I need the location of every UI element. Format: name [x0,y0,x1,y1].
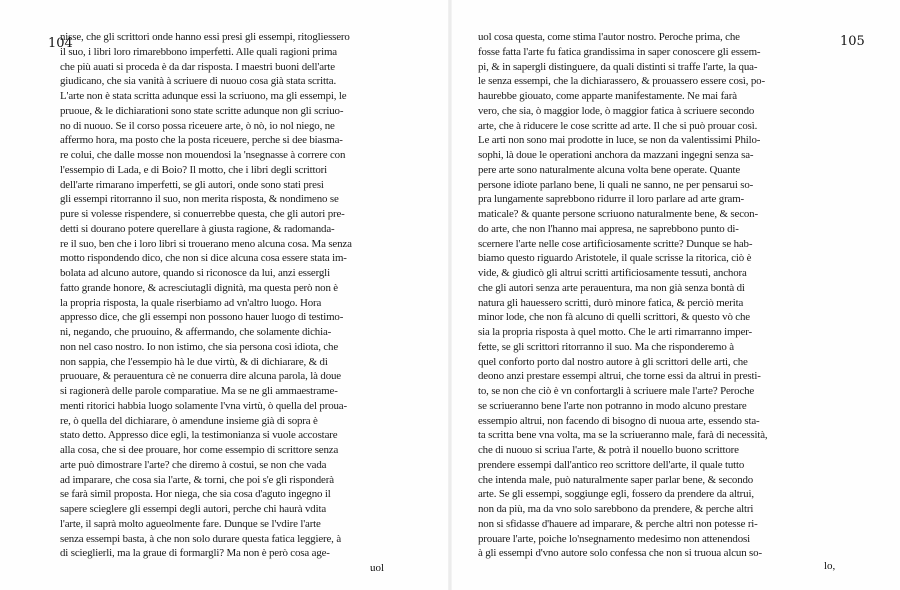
text-line: motto rispondendo dico, che non si dice alcuna cosa essere stata im- [60,252,347,265]
text-line: haurebbe giouato, come apparte manifestamente. Ne mai farà [478,90,737,102]
text-line: à gli essempi d'vno autore solo confessa che non si truoua alcun so- [478,547,762,560]
text-line: se scriueranno bene l'arte non potranno in modo alcuno prestare [478,399,747,412]
text-line: fatto grande honore, & acresciutagli dignità, ma questa però non è [60,281,338,294]
left-page-text [60,30,438,561]
book-gutter [448,0,452,590]
text-line: do arte, che non l'hanno mai appresa, ne saprebbono punto di- [478,222,739,235]
text-line: sapere scieglere gli essempi degli autori, perche chi haurà vdita [60,503,327,515]
text-line: pi, & in sapergli distinguere, da quali distinti si traffe l'arte, la qua- [478,60,758,73]
text-line: vide, & giudicò gli altrui scritti artificiosamente tessuti, anchora [478,267,747,279]
text-line: appresso dice, che gli essempi non possono hauer luogo di testimo- [60,311,344,324]
text-line: pra lungamente saprebbono ridurre il loro parlare ad arte gram- [478,193,745,206]
text-line: le senza essempi, che la dichiarassero, & prouassero essere così, po- [478,75,765,88]
text-line: L'arte non è stata scritta adunque essi la scriuono, ma gli essempi, le [60,90,347,102]
left-page-number: 104 [48,36,73,51]
text-line: giudicano, che sia vanità à scriuere di nuouo cosa già stata scritta. [60,75,337,88]
text-line: l'essempio di Lada, e di Boio? Il motto, che i libri degli scrittori [60,163,327,176]
text-line: non si sfidasse d'hauere ad imparare, & perche altri non potesse ri- [478,517,758,530]
text-line: uol cosa questa, come stima l'autor nostro. Peroche prima, che [478,31,740,43]
text-line: persone idiote parlano bene, li quali ne sanno, ne per pensarui so- [478,178,754,191]
right-page [478,30,856,580]
text-line: non sappia, che l'essempio hà le due virtù, & di dichiarare, & di [60,355,328,368]
text-line: ta scritta bene vna volta, ma se la scriueranno male, farà di necessità, [478,429,768,442]
text-line: di scieglierli, ma la graue di formargli? Ma non è però cosa age- [60,547,330,560]
text-line: che più auati si proceda è da dar risposta. I maestri buoni dell'arte [60,60,335,73]
text-line: pruouare, & perauentura cè ne conuerra dire alcuna parola, là doue [60,370,341,383]
text-line: se farà simil proposta. Hor niega, che sia cosa d'aguto ingegno il [60,488,331,501]
text-line: re colui, che dalle mosse non mouendosi la 'nsegnasse à correre con [60,149,346,161]
text-line: ni, negando, che pruouino, & affermando, che solamente dichia- [60,326,332,338]
text-line: deono anzi prestare essempi altrui, che torne essi da altrui in presti- [478,370,761,383]
text-line: il suo, i libri loro rimarebbono imperfetti. Alle quali ragioni prima [60,45,337,58]
text-line: che gli autori senza arte perauentura, ma non già senza bontà di [478,281,745,294]
text-line: stato detto. Appresso dice egli, la testimonianza si vuole accostare [60,429,338,442]
text-line: biamo questo riguardo Aristotele, il quale scrisse la ritorica, ciò è [478,252,752,265]
right-page-text [478,30,856,561]
text-line: essempio altrui, non facendo di bisogno di nuoua arte, essendo sta- [478,414,760,427]
text-line: arte, che à riducere le cose scritte ad arte. Il che si può prouar così. [478,119,758,132]
text-line: natura gli hauessero scritti, durò minore fatica, & perciò merita [478,296,744,309]
text-line: non da più, ma da vno solo sarebbono da prendere, & perche altri [478,503,754,515]
text-line: che di nuouo si scriua l'arte, & potrà il nouello buono scrittore [478,444,739,456]
right-page-number: 105 [840,34,865,49]
text-line: ad imparare, che cosa sia l'arte, & torni, che poi s'e gli risponderà [60,473,334,486]
text-line: la propria risposta, la quale riserbiamo ad vn'altro luogo. Hora [60,296,322,309]
text-line: si ragionerà delle parole comparatiue. Ma se ne gli ammaestrame- [60,385,338,397]
text-line: nisse, che gli scrittori onde hanno essi presi gli essempi, ritogliessero [60,31,350,43]
text-line: vero, che sia, ò maggior lode, ò maggior fatica à scriuere secondo [478,104,755,117]
text-line: sia la propria risposta à quel motto. Che le arti rimarranno imper- [478,326,753,338]
text-line: dell'arte rimarano imperfetti, se gli autori, onde sono stati presi [60,178,324,191]
text-line: fette, se gli scrittori ritorranno il suo. Ma che risponderemo à [478,340,734,353]
left-catchword: uol [370,562,385,574]
text-line: to, se non che ciò è vn confortargli à scriuere male l'arte? Peroche [478,385,755,397]
text-line: detti si dourano potere querellare à giusta ragione, & radomanda- [60,222,335,235]
text-line: gli essempi ritorranno il suo, non merita risposta, & nondimeno se [60,193,339,206]
text-line: che intenda male, può naturalmente saper parlar bene, & secondo [478,473,754,486]
text-line: pure si volesse rispendere, si conuerrebbe questa, che gli autori pre- [60,208,345,220]
text-line: minor lode, che non fà alcuno di quelli scrittori, & questo vò che [478,311,750,324]
text-line: pruoue, & le dichiarationi sono state scritte adunque non gli scriuo- [60,104,344,117]
text-line: senza essempi basta, à che non solo durare questa fatica leggiere, à [60,532,341,545]
text-line: sophi, là doue le operationi anchora da mazzani ingegni senza sa- [478,149,754,161]
text-line: menti ritorici habbia luogo solamente l'vna virtù, ò quella del proua- [60,399,347,412]
text-line: maticale? & quante persone scriuono naturalmente bene, & secon- [478,208,758,220]
text-line: arte può dimostrare l'arte? che diremo à costui, se non che vada [60,458,327,471]
text-line: affermo hora, ma posto che la posta riceuere, perche si dee biasma- [60,134,343,147]
text-line: re il suo, ben che i loro libri si trouerano meno alcuna cosa. Ma senza [60,237,352,250]
text-line: quel conforto porto dal nostro autore à gli scrittori delle arti, che [478,355,748,368]
text-line: pere arte sono naturalmente alcuna volta bene operate. Quante [478,163,741,176]
left-page [60,30,438,580]
text-line: prendere essempi dall'antico reo scrittore dell'arte, il quale tutto [478,458,745,471]
right-catchword: lo, [824,560,836,572]
text-line: bolata ad alcuno autore, quando si riconosce da lui, anzi essergli [60,267,330,279]
text-line: non nel caso nostro. Io non istimo, che sia persona così idiota, che [60,340,339,353]
text-line: fosse fatta l'arte fu fatica grandissima in saper conoscere gli essem- [478,45,761,58]
text-line: Le arti non sono mai prodotte in luce, se non da valentissimi Philo- [478,134,761,147]
text-line: scernere l'arte nelle cose artificiosamente scritte? Dunque se hab- [478,237,753,250]
text-line: l'arte, il saprà molto agueolmente fare. Dunque se l'vdire l'arte [60,517,321,530]
text-line: no di nuouo. Se il corso possa riceuere arte, ò nò, io nol niego, ne [60,119,335,132]
text-line: re, ò quella del dichiarare, ò amendune insieme già di sopra è [60,414,318,427]
text-line: arte. Se gli essempi, soggiunge egli, fossero da prendere da altrui, [478,488,754,501]
text-line: alla cosa, che si dee prouare, hor come essempio di scrittore senza [60,444,339,456]
text-line: prouare l'arte, poiche lo'nsegnamento medesimo non attenendosi [478,532,750,545]
